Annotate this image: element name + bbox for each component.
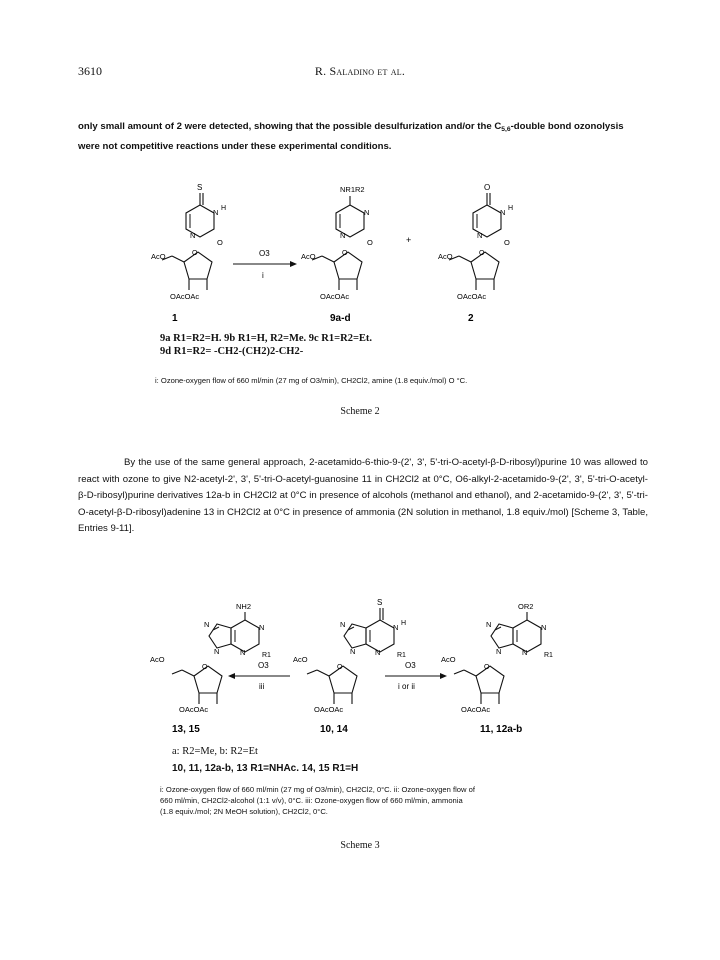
scheme3-label-left: 13, 15 — [172, 724, 200, 735]
svg-text:AcO: AcO — [441, 655, 456, 664]
scheme3-definitions-2: 10, 11, 12a-b, 13 R1=NHAc. 14, 15 R1=H — [172, 763, 359, 774]
scheme2-label-1: 1 — [172, 313, 178, 324]
svg-text:N: N — [214, 647, 220, 656]
paragraph-2 — [78, 455, 648, 538]
svg-text:O: O — [367, 238, 373, 247]
scheme3-definitions-1: a: R2=Me, b: R2=Et — [172, 746, 258, 757]
scheme2-reagent: O3 — [259, 249, 270, 258]
svg-text:AcO: AcO — [151, 252, 166, 261]
scheme2-step: i — [262, 271, 264, 280]
svg-text:OAcOAc: OAcOAc — [170, 292, 200, 301]
scheme3-reagent-left: O3 — [258, 661, 269, 670]
scheme3-reagent-right: O3 — [405, 661, 416, 670]
p1-text-a: only small amount of — [78, 121, 177, 132]
svg-text:H: H — [401, 620, 407, 627]
page-number: 3610 — [78, 64, 102, 78]
svg-text:N: N — [340, 620, 346, 629]
svg-text:OAcOAc: OAcOAc — [461, 705, 491, 714]
running-head-text: R. Saladino et al. — [314, 64, 406, 78]
p1-subscript: 5,6 — [501, 126, 511, 133]
scheme2-definitions-2: 9d R1=R2= -CH2-(CH2)2-CH2- — [160, 346, 304, 357]
svg-text:N: N — [500, 208, 506, 217]
svg-text:O: O — [217, 238, 223, 247]
svg-text:H: H — [221, 205, 227, 212]
scheme2-plus: + — [406, 235, 412, 245]
scheme3-label-middle: 10, 14 — [320, 724, 348, 735]
svg-text:N: N — [477, 231, 483, 240]
svg-text:O: O — [192, 250, 198, 257]
scheme3-footnote-1: i: Ozone-oxygen flow of 660 ml/min (27 mg of O3/min), CH2Cl2, 0°C. ii: Ozone-oxygen flow of — [160, 785, 475, 794]
svg-text:N: N — [486, 620, 492, 629]
scheme3-step-right: i or ii — [398, 682, 415, 691]
scheme3-compound-left — [150, 602, 271, 714]
svg-text:NH2: NH2 — [236, 602, 252, 611]
p1-compound-2: 2 — [176, 121, 182, 132]
svg-text:N: N — [375, 648, 381, 657]
svg-text:O: O — [342, 250, 348, 257]
scheme2-definitions-1: 9a R1=R2=H. 9b R1=H, R2=Me. 9c R1=R2=Et. — [160, 333, 373, 344]
p1-text-c: -double bond ozonolysis were not competitive reactions under these experimental conditions. — [78, 121, 624, 152]
svg-text:O: O — [484, 183, 491, 192]
svg-text:N: N — [541, 623, 547, 632]
scheme2-compound-1 — [151, 183, 226, 301]
scheme3-compound-right — [441, 602, 553, 714]
scheme3-caption: Scheme 3 — [340, 840, 380, 851]
scheme3-footnote-3: (1.8 equiv./mol; 2N MeOH solution), CH2Cl2, 0°C. — [160, 807, 328, 816]
svg-text:AcO: AcO — [301, 252, 316, 261]
svg-text:N: N — [496, 647, 502, 656]
svg-text:N: N — [190, 231, 196, 240]
svg-text:N: N — [364, 208, 370, 217]
svg-text:H: H — [508, 205, 514, 212]
svg-text:N: N — [259, 623, 265, 632]
svg-text:O: O — [504, 238, 510, 247]
svg-text:AcO: AcO — [438, 252, 453, 261]
scheme2-label-2: 2 — [468, 313, 474, 324]
svg-text:N: N — [240, 648, 246, 657]
svg-text:OAcOAc: OAcOAc — [314, 705, 344, 714]
svg-text:OAcOAc: OAcOAc — [457, 292, 487, 301]
scheme3-label-right: 11, 12a-b — [480, 724, 523, 735]
svg-text:NR1R2: NR1R2 — [340, 185, 365, 194]
svg-text:N: N — [204, 620, 210, 629]
svg-text:N: N — [213, 208, 219, 217]
svg-text:N: N — [350, 647, 356, 656]
svg-text:N: N — [522, 648, 528, 657]
scheme2-compound-2 — [438, 183, 513, 301]
p1-text-b: were detected, showing that the possible desulfurization and/or the C — [181, 121, 502, 132]
scheme3-compound-middle — [293, 598, 406, 714]
svg-text:O: O — [202, 664, 208, 671]
svg-text:S: S — [377, 598, 383, 607]
svg-text:O: O — [484, 664, 490, 671]
scheme3-footnote-2: 660 ml/min, CH2Cl2-alcohol (1:1 v/v), 0°C. iii: Ozone-oxygen flow of 660 ml/min, ammonia — [160, 796, 463, 805]
svg-text:N: N — [340, 231, 346, 240]
svg-text:S: S — [197, 183, 203, 192]
scheme2-footnote: i: Ozone-oxygen flow of 660 ml/min (27 mg of O3/min), CH2Cl2, amine (1.8 equiv./mol) O °C. — [155, 376, 468, 385]
scheme2-label-9: 9a-d — [330, 313, 351, 324]
svg-text:OR2: OR2 — [518, 602, 534, 611]
svg-text:AcO: AcO — [293, 655, 308, 664]
svg-text:N: N — [393, 623, 399, 632]
svg-text:O: O — [479, 250, 485, 257]
scheme2-caption: Scheme 2 — [340, 406, 380, 417]
paragraph-2-text: By the use of the same general approach, 2-acetamido-6-thio-9-(2', 3', 5'-tri-O-acetyl-β-D-ribosyl)purine 10 was allowed to react with ozone to give N2-acetyl-2', 3', 5'-tri-O-acetyl-guanosine 11 in CH2Cl2 at 0°C, O6-alkyl-2-acetamido-9-(2', 3', 5'-tri-O-acetyl-β-D-ribosyl)purine derivatives 12a-b in CH2Cl2 at 0°C in presence of alcohols (methanol and ethanol), and 2-acetamido-9-(2', 3', 5'-tri-O-acetyl-β-D-ribosyl)adenine 13 in CH2Cl2 at 0°C in presence of ammonia (2N solution in methanol, 1.8 equiv./mol) [Scheme 3, Table, Entries 9-11]. — [78, 457, 648, 534]
svg-text:AcO: AcO — [150, 655, 165, 664]
svg-text:OAcOAc: OAcOAc — [320, 292, 350, 301]
svg-text:OAcOAc: OAcOAc — [179, 705, 209, 714]
svg-text:O: O — [337, 664, 343, 671]
svg-text:R1: R1 — [397, 652, 406, 659]
scheme2-compound-9 — [301, 185, 373, 301]
svg-text:R1: R1 — [262, 652, 271, 659]
scheme3-step-left: iii — [259, 682, 265, 691]
svg-text:R1: R1 — [544, 652, 553, 659]
